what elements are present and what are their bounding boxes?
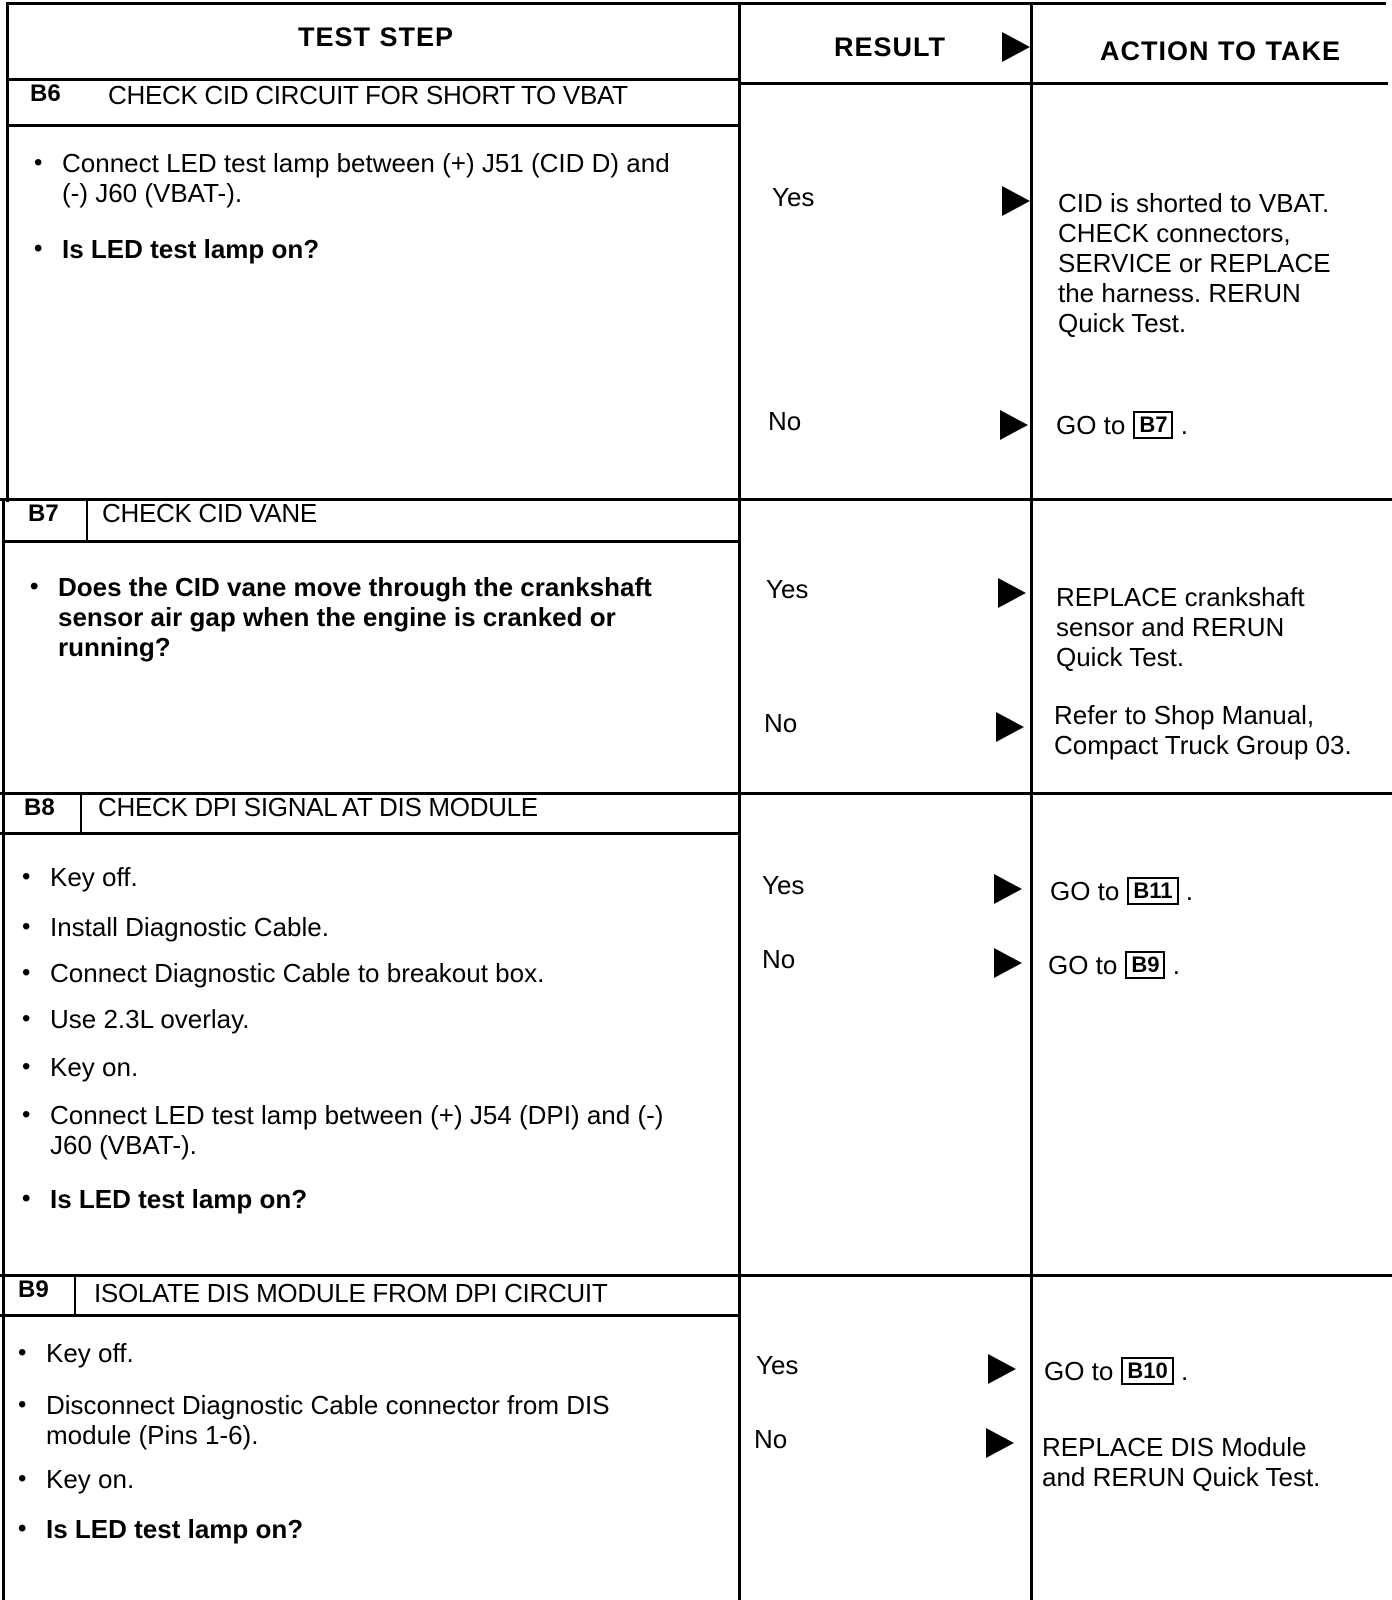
action-yes-b8 (1050, 876, 1193, 906)
result-yes-b9: Yes (756, 1350, 799, 1380)
left-border-b7 (2, 498, 5, 1600)
step-list-b8 (20, 862, 680, 1214)
step-title-b6: CHECK CID CIRCUIT FOR SHORT TO VBAT (108, 80, 628, 110)
step-list-b6 (32, 148, 682, 264)
step-list-b7 (28, 572, 688, 662)
step-instruction: • Key on. (20, 1052, 680, 1082)
step-instruction: • Install Diagnostic Cable. (20, 912, 680, 942)
action-suffix: . (1180, 1356, 1189, 1386)
table-top-border (6, 2, 1386, 5)
step-ref-b9[interactable]: B9 (1125, 951, 1165, 979)
arrow-yes-b8-icon (994, 874, 1022, 904)
action-prefix: GO to (1048, 950, 1118, 980)
step-title-rule-b6 (6, 124, 740, 127)
section-rule-b9 (0, 1274, 1392, 1277)
divider-result-action (1030, 2, 1033, 1600)
divider-test-result (738, 2, 741, 1600)
arrow-no-b6-icon (1000, 410, 1028, 440)
header-arrow-icon (1002, 32, 1030, 62)
arrow-no-b8-icon (994, 948, 1022, 978)
step-title-b9: ISOLATE DIS MODULE FROM DPI CIRCUIT (94, 1278, 608, 1308)
arrow-yes-b9-icon (988, 1354, 1016, 1384)
step-ref-b10[interactable]: B10 (1121, 1357, 1173, 1385)
step-instruction: • Key off. (20, 862, 680, 892)
table-left-border (6, 2, 9, 502)
arrow-yes-b6-icon (1002, 186, 1030, 216)
step-instruction: • Connect LED test lamp between (+) J51 (CID D) and (-) J60 (VBAT-). (32, 148, 682, 208)
step-id-b6: B6 (30, 80, 61, 107)
id-box-divider-b9 (74, 1276, 76, 1316)
step-instruction: • Key on. (16, 1464, 676, 1494)
action-no-b8 (1048, 950, 1180, 980)
action-prefix: GO to (1044, 1356, 1114, 1386)
result-no-b7: No (764, 708, 798, 738)
step-question: • Is LED test lamp on? (32, 234, 682, 264)
step-id-b9: B9 (18, 1276, 49, 1303)
action-no-b6 (1056, 410, 1188, 440)
arrow-no-b9-icon (986, 1428, 1014, 1458)
action-prefix: GO to (1056, 410, 1126, 440)
id-box-divider-b7 (86, 500, 88, 540)
step-list-b9 (16, 1338, 676, 1544)
step-title-b8: CHECK DPI SIGNAL AT DIS MODULE (98, 792, 538, 822)
result-yes-b8: Yes (762, 870, 805, 900)
step-title-rule-b9 (0, 1314, 740, 1317)
header-test-step: TEST STEP (298, 22, 455, 52)
action-suffix: . (1172, 950, 1180, 980)
header-bottom-rule-right (740, 82, 1388, 85)
action-no-b9: REPLACE DIS Module and RERUN Quick Test. (1042, 1432, 1321, 1492)
step-title-b7: CHECK CID VANE (102, 498, 317, 528)
step-id-b8: B8 (24, 794, 55, 821)
step-ref-b11[interactable]: B11 (1127, 877, 1178, 905)
result-yes-b7: Yes (766, 574, 809, 604)
result-no-b8: No (762, 944, 796, 974)
step-instruction: • Disconnect Diagnostic Cable connector from DIS module (Pins 1-6). (16, 1390, 676, 1450)
step-question: • Is LED test lamp on? (16, 1514, 676, 1544)
step-ref-b7[interactable]: B7 (1133, 411, 1173, 439)
step-question: • Does the CID vane move through the crankshaft sensor air gap when the engine is cranked or running? (28, 572, 688, 662)
action-yes-b9 (1044, 1356, 1188, 1386)
step-title-rule-b8 (0, 832, 740, 835)
action-suffix: . (1185, 876, 1193, 906)
step-title-rule-b7 (2, 540, 740, 543)
step-instruction: • Use 2.3L overlay. (20, 1004, 680, 1034)
action-no-b7: Refer to Shop Manual, Compact Truck Group 03. (1054, 700, 1352, 760)
action-yes-b6: CID is shorted to VBAT. CHECK connectors, SERVICE or REPLACE the harness. RERUN Quick Test. (1058, 188, 1331, 338)
header-result: RESULT (834, 32, 946, 62)
result-yes-b6: Yes (772, 182, 815, 212)
result-no-b9: No (754, 1424, 788, 1454)
step-question: • Is LED test lamp on? (20, 1184, 680, 1214)
arrow-yes-b7-icon (998, 578, 1026, 608)
header-action: ACTION TO TAKE (1100, 36, 1341, 66)
result-no-b6: No (768, 406, 802, 436)
action-prefix: GO to (1050, 876, 1120, 906)
step-instruction: • Key off. (16, 1338, 676, 1368)
step-instruction: • Connect Diagnostic Cable to breakout box. (20, 958, 680, 988)
action-suffix: . (1180, 410, 1188, 440)
action-yes-b7: REPLACE crankshaft sensor and RERUN Quick Test. (1056, 582, 1305, 672)
step-id-b7: B7 (28, 500, 59, 527)
step-instruction: • Connect LED test lamp between (+) J54 (DPI) and (-) J60 (VBAT-). (20, 1100, 680, 1160)
id-box-divider-b8 (80, 794, 82, 834)
arrow-no-b7-icon (996, 712, 1024, 742)
